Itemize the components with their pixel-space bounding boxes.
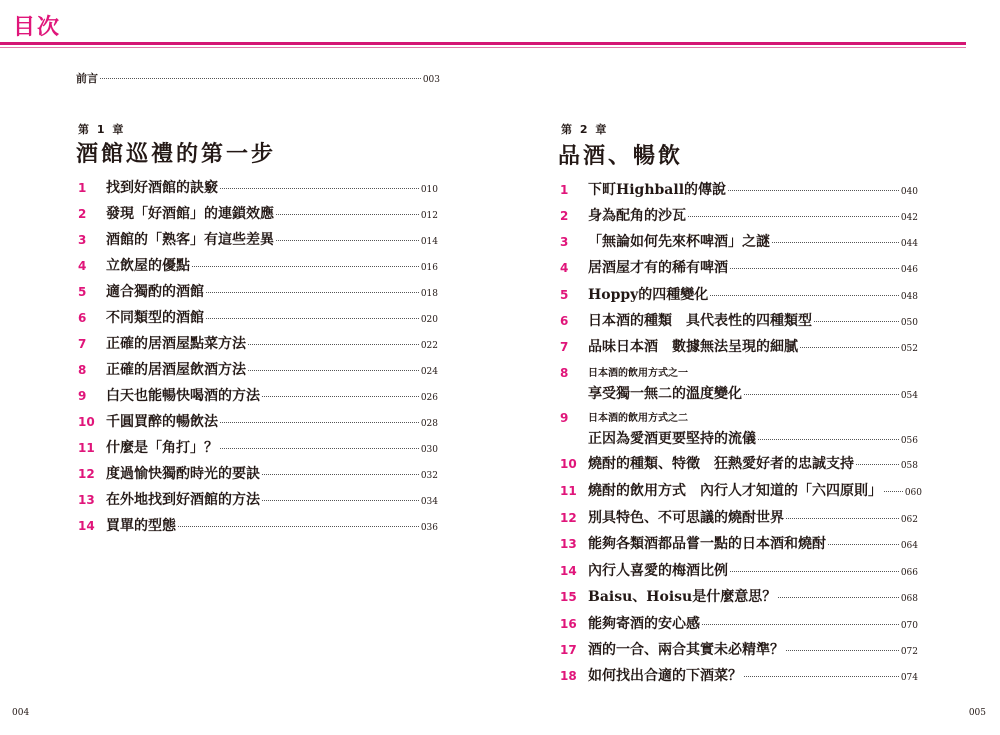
entry-label: 什麼是「角打」？ [106,440,218,456]
entry-page: 018 [420,289,438,299]
entry-page: 016 [420,263,438,273]
leader-dots [702,624,899,625]
entry-number: 13 [560,537,577,551]
toc-entry[interactable] [560,364,918,403]
leader-dots [744,394,899,395]
toc-entry[interactable] [560,205,918,225]
leader-dots [786,650,899,651]
entry-page: 056 [900,436,918,446]
toc-entry-preface[interactable] [76,70,440,86]
leader-dots [744,676,899,677]
leader-dots [220,448,419,449]
toc-entry[interactable] [78,307,438,327]
entry-page: 036 [420,523,438,533]
entry-label: 千圓買醉的暢飲法 [106,414,218,430]
entry-label: 身為配角的沙瓦 [588,208,686,224]
leader-dots [192,266,419,267]
toc-entry[interactable] [560,665,918,685]
entry-number: 4 [560,261,569,275]
entry-label: 正確的居酒屋點菜方法 [106,336,246,352]
entry-page: 074 [900,673,918,683]
toc-entry[interactable] [560,533,918,553]
toc-entry[interactable] [560,310,918,330]
toc-entry[interactable] [78,411,438,431]
entry-label: 能夠寄酒的安心感 [588,616,700,632]
entry-number: 1 [560,183,569,197]
entry-label: Hoppy的四種變化 [588,287,709,303]
entry-page: 003 [422,75,440,85]
entry-label: 在外地找到好酒館的方法 [106,492,260,508]
toc-entry[interactable] [560,586,918,606]
toc-entry[interactable] [78,463,438,483]
entry-number: 12 [78,467,95,481]
entry-number: 17 [560,643,577,657]
toc-entry[interactable] [560,284,918,304]
entry-page: 050 [900,318,918,328]
toc-entry[interactable] [560,409,918,448]
toc-entry[interactable] [560,480,922,500]
entry-page: 030 [420,445,438,455]
entry-page: 044 [900,239,918,249]
entry-page: 064 [900,541,918,551]
entry-label: 居酒屋才有的稀有啤酒 [588,260,728,276]
entry-number: 3 [78,233,87,247]
leader-dots [710,295,899,296]
entry-label: 燒酎的種類、特徵 狂熱愛好者的忠誠支持 [588,456,854,472]
leader-dots [828,544,899,545]
header-rule [0,42,966,45]
entry-page: 022 [420,341,438,351]
entry-page: 040 [900,187,918,197]
entry-label: 酒的一合、兩合其實未必精準？ [588,642,784,658]
entry-label: 內行人喜愛的梅酒比例 [588,563,728,579]
entry-label: 下町Highball的傳說 [588,182,727,198]
leader-dots [262,396,419,397]
entry-number: 10 [78,415,95,429]
toc-entry[interactable] [78,515,438,535]
entry-label: Baisu、Hoisu是什麼意思？ [588,589,777,605]
leader-dots [778,597,899,598]
toc-entry[interactable] [78,203,438,223]
entry-label: 別具特色、不可思議的燒酎世界 [588,510,784,526]
entry-number: 8 [560,366,569,380]
toc-entry[interactable] [78,281,438,301]
leader-dots [100,78,421,79]
leader-dots [814,321,899,322]
leader-dots [884,491,903,492]
entry-page: 058 [900,461,918,471]
entry-page: 028 [420,419,438,429]
entry-number: 11 [78,441,95,455]
toc-entry[interactable] [560,613,918,633]
leader-dots [262,474,419,475]
entry-label: 燒酎的飲用方式 內行人才知道的「六四原則」 [588,483,882,499]
entry-number: 5 [560,288,569,302]
entry-label: 如何找出合適的下酒菜？ [588,668,742,684]
leader-dots [248,370,419,371]
entry-page: 042 [900,213,918,223]
entry-number: 5 [78,285,87,299]
entry-label: 前言 [76,72,98,85]
entry-page: 034 [420,497,438,507]
entry-number: 14 [78,519,95,533]
entry-number: 15 [560,590,577,604]
entry-number: 6 [560,314,569,328]
page-number-right: 005 [968,708,986,718]
page-number-left: 004 [12,708,30,718]
toc-entry[interactable] [78,437,438,457]
toc-entry[interactable] [560,336,918,356]
toc-entry[interactable] [560,507,918,527]
entry-page: 070 [900,621,918,631]
entry-page: 062 [900,515,918,525]
entry-page: 012 [420,211,438,221]
entry-label: 發現「好酒館」的連鎖效應 [106,206,274,222]
entry-label: 日本酒的種類 具代表性的四種類型 [588,313,812,329]
toc-entry[interactable] [78,255,438,275]
toc-entry[interactable] [560,231,918,251]
toc-entry[interactable] [560,639,918,659]
leader-dots [220,188,419,189]
toc-entry[interactable] [78,385,438,405]
toc-title: 目次 [13,14,62,40]
entry-number: 18 [560,669,577,683]
entry-page: 024 [420,367,438,377]
leader-dots [688,216,899,217]
entry-subtitle: 日本酒的飲用方式之二 [588,413,688,424]
entry-page: 054 [900,391,918,401]
entry-page: 010 [420,185,438,195]
entry-page: 066 [900,568,918,578]
entry-number: 9 [78,389,87,403]
leader-dots [758,439,899,440]
entry-label: 適合獨酌的酒館 [106,284,204,300]
entry-number: 1 [78,181,87,195]
chapter-2-label: 第 2 章 [561,123,609,136]
entry-page: 072 [900,647,918,657]
toc-entry[interactable] [78,177,438,197]
entry-label: 品味日本酒 數據無法呈現的細膩 [588,339,798,355]
toc-entry[interactable] [560,179,918,199]
entry-label: 正確的居酒屋飲酒方法 [106,362,246,378]
toc-entry[interactable] [560,453,918,473]
entry-page: 068 [900,594,918,604]
leader-dots [800,347,899,348]
entry-page: 032 [420,471,438,481]
entry-page: 060 [904,488,922,498]
entry-label: 白天也能暢快喝酒的方法 [106,388,260,404]
leader-dots [728,190,899,191]
leader-dots [248,344,419,345]
entry-label: 不同類型的酒館 [106,310,204,326]
entry-page: 046 [900,265,918,275]
leader-dots [178,526,419,527]
entry-page: 052 [900,344,918,354]
chapter-1-title: 酒館巡禮的第一步 [76,142,277,167]
entry-label: 買單的型態 [106,518,176,534]
header-rule-thin [0,47,966,48]
entry-number: 16 [560,617,577,631]
entry-number: 7 [78,337,87,351]
leader-dots [262,500,419,501]
entry-page: 048 [900,292,918,302]
entry-label: 酒館的「熟客」有這些差異 [106,232,274,248]
leader-dots [220,422,419,423]
leader-dots [206,318,419,319]
entry-number: 4 [78,259,87,273]
leader-dots [730,571,899,572]
entry-number: 14 [560,564,577,578]
entry-label: 立飲屋的優點 [106,258,190,274]
entry-label: 正因為愛酒更要堅持的流儀 [588,431,756,447]
chapter-2-title: 品酒、暢飲 [558,144,684,169]
leader-dots [730,268,899,269]
toc-entry[interactable] [78,229,438,249]
leader-dots [276,240,419,241]
entry-number: 2 [78,207,87,221]
entry-label: 度過愉快獨酌時光的要訣 [106,466,260,482]
entry-number: 8 [78,363,87,377]
toc-entry[interactable] [78,333,438,353]
leader-dots [772,242,899,243]
entry-label: 找到好酒館的訣竅 [106,180,218,196]
entry-page: 020 [420,315,438,325]
entry-subtitle: 日本酒的飲用方式之一 [588,368,688,379]
entry-number: 10 [560,457,577,471]
entry-number: 7 [560,340,569,354]
leader-dots [206,292,419,293]
entry-label: 享受獨一無二的溫度變化 [588,386,742,402]
entry-number: 9 [560,411,569,425]
entry-label: 能夠各類酒都品嘗一點的日本酒和燒酎 [588,536,826,552]
toc-entry[interactable] [78,489,438,509]
leader-dots [786,518,899,519]
toc-entry[interactable] [78,359,438,379]
entry-number: 6 [78,311,87,325]
chapter-1-label: 第 1 章 [78,123,126,136]
leader-dots [276,214,419,215]
entry-number: 11 [560,484,577,498]
entry-label: 「無論如何先來杯啤酒」之謎 [588,234,770,250]
entry-number: 13 [78,493,95,507]
entry-page: 026 [420,393,438,403]
entry-number: 2 [560,209,569,223]
leader-dots [856,464,899,465]
toc-entry[interactable] [560,257,918,277]
entry-number: 12 [560,511,577,525]
toc-entry[interactable] [560,560,918,580]
entry-page: 014 [420,237,438,247]
entry-number: 3 [560,235,569,249]
